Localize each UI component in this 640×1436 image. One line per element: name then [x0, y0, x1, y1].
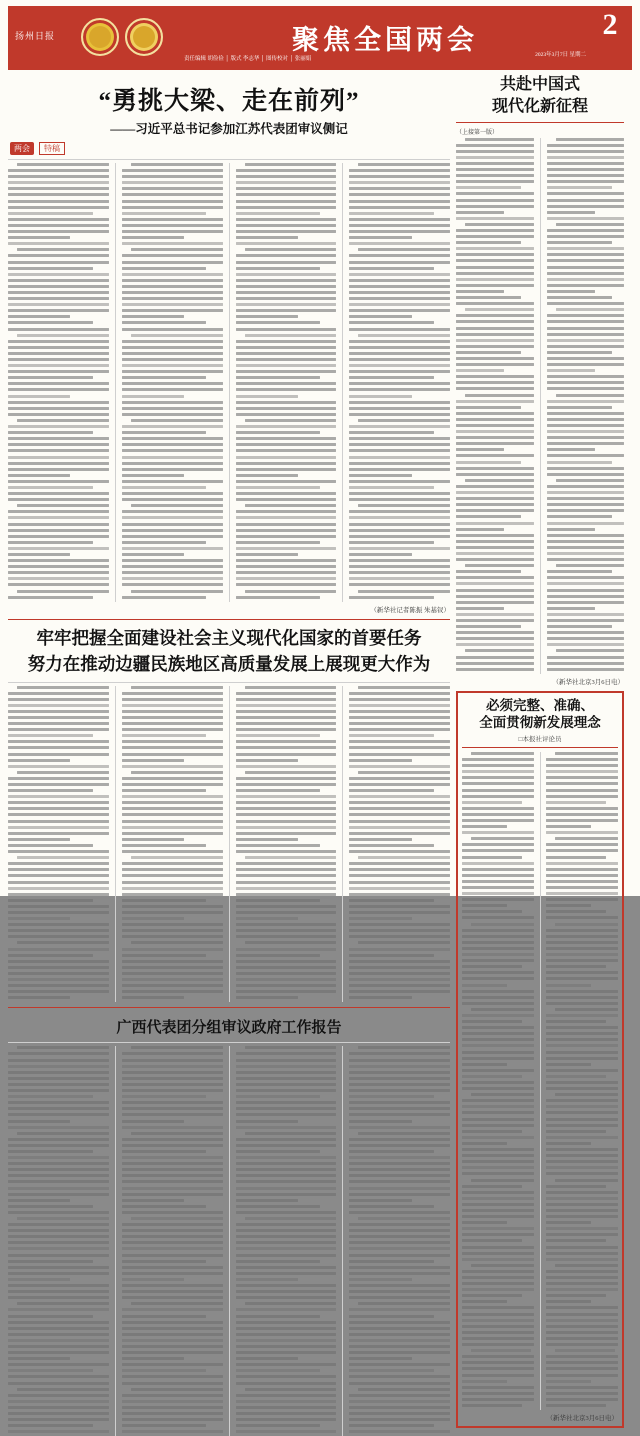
page-number: 2	[588, 6, 632, 68]
lead-col-2	[115, 163, 223, 602]
right-top-byline: （新华社北京3月6日电）	[552, 678, 624, 686]
lead-subhead: ——习近平总书记参加江苏代表团审议侧记	[110, 122, 348, 136]
right-mid-columns	[462, 752, 618, 1410]
rt-col-1	[456, 138, 534, 674]
page-body	[8, 75, 632, 1423]
right-column-group	[456, 75, 624, 1423]
right-mid-sublabel: □本报社评论员	[518, 735, 562, 743]
right-mid-byline: （新华社北京3月6日电）	[546, 1415, 618, 1423]
s3-col-2	[115, 1046, 223, 1436]
section-two-headline-2: 努力在推动边疆民族地区高质量发展上展现更大作为	[27, 653, 431, 674]
banner-title: 聚焦全国两会	[182, 6, 588, 68]
right-top-lead-label: （上接第一版）	[456, 129, 499, 136]
right-mid-headline-1: 必须完整、准确、	[486, 697, 594, 713]
emblem-icon	[125, 18, 163, 56]
lead-col-1	[8, 163, 109, 602]
right-top-article	[456, 75, 624, 686]
paper-logo	[8, 6, 62, 68]
section-two-columns	[8, 686, 450, 1003]
s3-col-4	[342, 1046, 450, 1436]
lead-article	[8, 75, 450, 614]
lead-col-4	[342, 163, 450, 602]
tag-two-sessions: 两会	[10, 142, 34, 155]
rm-col-2	[540, 752, 618, 1410]
paper-name: 扬州日报	[14, 31, 55, 42]
national-emblems	[62, 6, 182, 68]
lead-headline: “勇挑大梁、走在前列”	[98, 88, 360, 115]
lead-col-3	[229, 163, 337, 602]
right-mid-article	[456, 691, 624, 1428]
date-line: 2023年3月7日 星期二	[535, 52, 586, 58]
rm-col-1	[462, 752, 534, 1410]
section-three-columns	[8, 1046, 450, 1436]
section-two-headline-1: 牢牢把握全面建设社会主义现代化国家的首要任务	[36, 627, 422, 648]
masthead	[8, 6, 632, 70]
right-top-headline-1: 共赴中国式	[499, 76, 580, 93]
s2-col-2	[115, 686, 223, 1003]
staff-line: 责任编辑 胡俭俭 │ 版式 李志华 │ 图传校对 │ 张丽娟	[184, 56, 312, 62]
emblem-icon	[81, 18, 119, 56]
right-mid-headline-2: 全面贯彻新发展理念	[479, 715, 601, 731]
lead-body-columns	[8, 163, 450, 602]
rt-col-2	[540, 138, 625, 674]
tag-feature: 特稿	[39, 142, 65, 155]
section-three	[8, 1007, 450, 1436]
s2-col-3	[229, 686, 337, 1003]
left-column-group	[8, 75, 450, 1037]
s2-col-1	[8, 686, 109, 1003]
section-two	[8, 619, 450, 1003]
section-three-headline: 广西代表团分组审议政府工作报告	[116, 1020, 342, 1037]
lead-tags	[10, 142, 450, 155]
lead-byline: （新华社记者陈振 朱基钗）	[370, 606, 450, 614]
right-top-columns	[456, 138, 624, 674]
s3-col-1	[8, 1046, 109, 1436]
s2-col-4	[342, 686, 450, 1003]
right-top-headline-2: 现代化新征程	[491, 97, 588, 115]
s3-col-3	[229, 1046, 337, 1436]
